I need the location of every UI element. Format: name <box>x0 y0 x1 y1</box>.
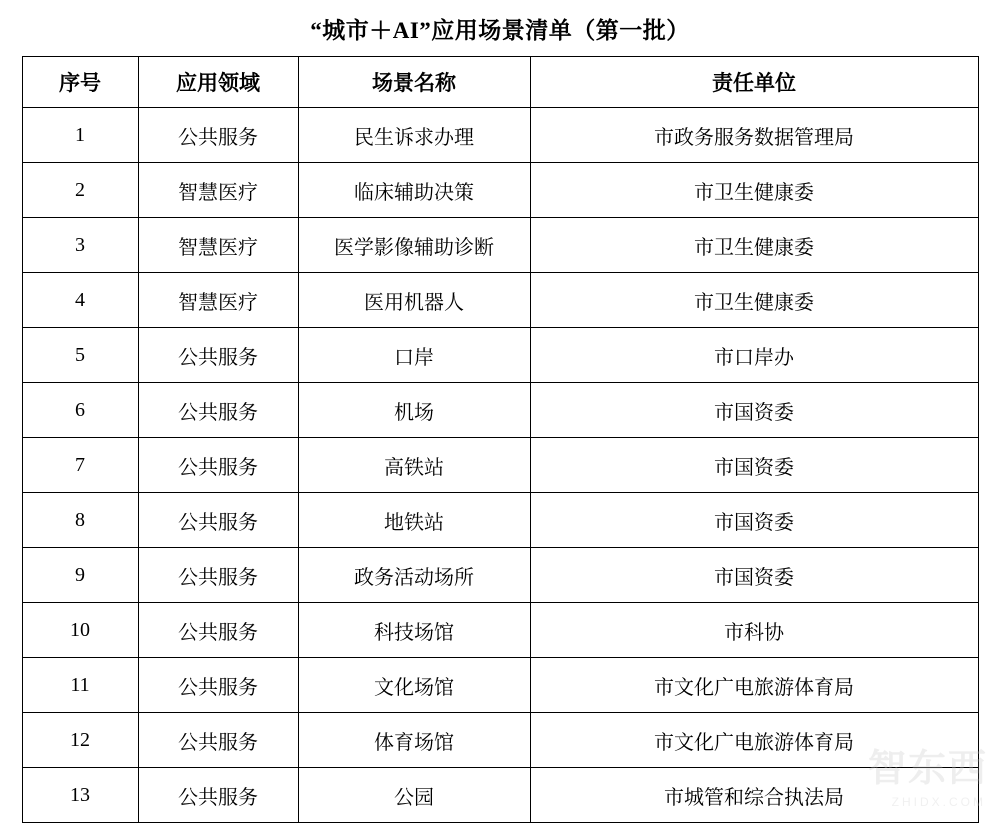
cell-unit: 市国资委 <box>530 548 978 603</box>
watermark-subtext: ZHIDX.COM <box>891 795 986 809</box>
cell-unit: 市科协 <box>530 603 978 658</box>
cell-domain: 公共服务 <box>138 603 298 658</box>
cell-scene: 医学影像辅助诊断 <box>298 218 530 273</box>
cell-domain: 公共服务 <box>138 438 298 493</box>
cell-unit: 市卫生健康委 <box>530 218 978 273</box>
table-row <box>22 273 978 328</box>
cell-index: 8 <box>22 493 138 548</box>
table-row <box>22 548 978 603</box>
table-row <box>22 493 978 548</box>
cell-scene: 高铁站 <box>298 438 530 493</box>
cell-scene: 政务活动场所 <box>298 548 530 603</box>
cell-scene: 口岸 <box>298 328 530 383</box>
table-row <box>22 438 978 493</box>
cell-domain: 智慧医疗 <box>138 218 298 273</box>
cell-index: 11 <box>22 658 138 713</box>
cell-domain: 公共服务 <box>138 548 298 603</box>
cell-index: 7 <box>22 438 138 493</box>
table-row <box>22 383 978 438</box>
column-header-domain: 应用领域 <box>138 57 298 108</box>
cell-scene: 医用机器人 <box>298 273 530 328</box>
table-row <box>22 218 978 273</box>
table-row <box>22 108 978 163</box>
cell-unit: 市卫生健康委 <box>530 163 978 218</box>
table-row <box>22 163 978 218</box>
cell-scene: 文化场馆 <box>298 658 530 713</box>
cell-unit: 市国资委 <box>530 493 978 548</box>
cell-unit: 市城管和综合执法局 <box>530 768 978 823</box>
cell-scene: 公园 <box>298 768 530 823</box>
cell-unit: 市卫生健康委 <box>530 273 978 328</box>
cell-domain: 公共服务 <box>138 383 298 438</box>
cell-scene: 临床辅助决策 <box>298 163 530 218</box>
cell-scene: 体育场馆 <box>298 713 530 768</box>
cell-domain: 公共服务 <box>138 768 298 823</box>
cell-unit: 市文化广电旅游体育局 <box>530 713 978 768</box>
watermark-logo: 智东西 <box>867 748 988 790</box>
cell-index: 10 <box>22 603 138 658</box>
cell-scene: 科技场馆 <box>298 603 530 658</box>
cell-index: 2 <box>22 163 138 218</box>
table-row <box>22 658 978 713</box>
cell-index: 4 <box>22 273 138 328</box>
cell-index: 13 <box>22 768 138 823</box>
cell-domain: 智慧医疗 <box>138 273 298 328</box>
cell-index: 12 <box>22 713 138 768</box>
cell-scene: 机场 <box>298 383 530 438</box>
table-row <box>22 328 978 383</box>
cell-unit: 市文化广电旅游体育局 <box>530 658 978 713</box>
cell-domain: 公共服务 <box>138 493 298 548</box>
cell-index: 3 <box>22 218 138 273</box>
cell-unit: 市国资委 <box>530 438 978 493</box>
table-row <box>22 603 978 658</box>
cell-unit: 市国资委 <box>530 383 978 438</box>
cell-unit: 市口岸办 <box>530 328 978 383</box>
table-row <box>22 713 978 768</box>
cell-index: 9 <box>22 548 138 603</box>
table-header-row <box>22 57 978 108</box>
cell-domain: 公共服务 <box>138 328 298 383</box>
page-title: “城市＋AI”应用场景清单（第一批） <box>310 18 690 43</box>
cell-domain: 公共服务 <box>138 108 298 163</box>
cell-domain: 智慧医疗 <box>138 163 298 218</box>
cell-index: 5 <box>22 328 138 383</box>
column-header-scene: 场景名称 <box>298 57 530 108</box>
cell-unit: 市政务服务数据管理局 <box>530 108 978 163</box>
cell-index: 1 <box>22 108 138 163</box>
cell-scene: 地铁站 <box>298 493 530 548</box>
cell-scene: 民生诉求办理 <box>298 108 530 163</box>
column-header-unit: 责任单位 <box>530 57 978 108</box>
column-header-index: 序号 <box>22 57 138 108</box>
cell-index: 6 <box>22 383 138 438</box>
table-row <box>22 768 978 823</box>
scene-list-table <box>22 56 979 823</box>
cell-domain: 公共服务 <box>138 713 298 768</box>
cell-domain: 公共服务 <box>138 658 298 713</box>
